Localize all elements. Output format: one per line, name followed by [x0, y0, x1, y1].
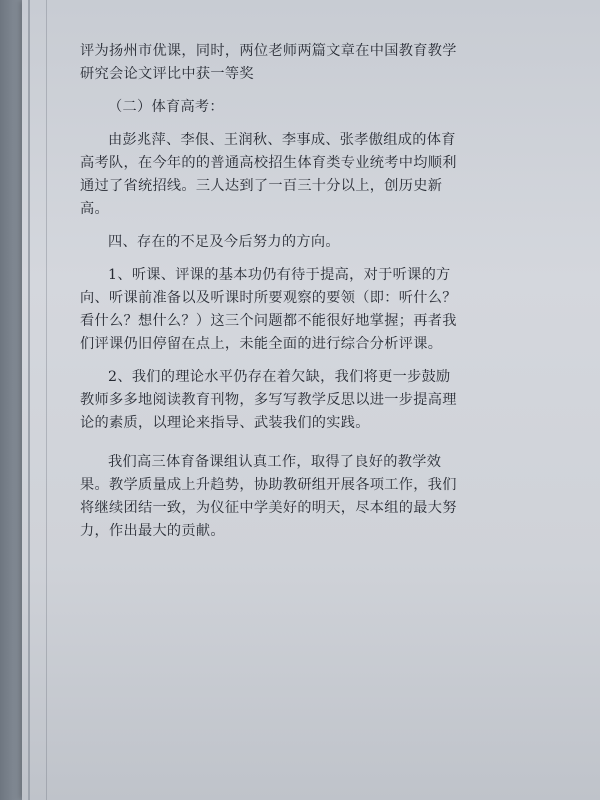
document-body — [80, 40, 460, 543]
paragraph-conclusion: 我们高三体育备课组认真工作，取得了良好的教学效果。教学质量成上升趋势，协助教研组开展各项工作，我们将继续团结一致，为仪征中学美好的明天，尽本组的最大努力，作出最大的贡献。 — [80, 454, 457, 539]
binding-line — [46, 0, 47, 800]
section-heading-shortcomings: 四、存在的不足及今后努力的方向。 — [108, 234, 340, 250]
paragraph-award-continuation: 评为扬州市优课，同时，两位老师两篇文章在中国教育教学研究会论文评比中获一等奖 — [80, 43, 457, 82]
paragraph-point-1: 1、听课、评课的基本功仍有待于提高，对于听课的方向、听课前准备以及听课时所要观察的要领（即：听什么？看什么？想什么？）这三个问题都不能很好地掌握；再者我们评课仍旧停留在点上，未能全面的进行综合分析评课。 — [80, 267, 457, 352]
paragraph-point-2: 2、我们的理论水平仍存在着欠缺，我们将更一步鼓励教师多多地阅读教育刊物，多写写教学反思以进一步提高理论的素质，以理论来指导、武装我们的实践。 — [80, 369, 457, 431]
page-edge — [28, 0, 30, 800]
section-heading-pe-exam: （二）体育高考： — [108, 99, 224, 115]
paragraph-pe-exam-team: 由彭兆萍、李佷、王润秋、李事成、张孝傲组成的体育高考队，在今年的的普通高校招生体育类专业统考中均顺利通过了省统招线。三人达到了一百三十分以上，创历史新高。 — [80, 132, 457, 217]
